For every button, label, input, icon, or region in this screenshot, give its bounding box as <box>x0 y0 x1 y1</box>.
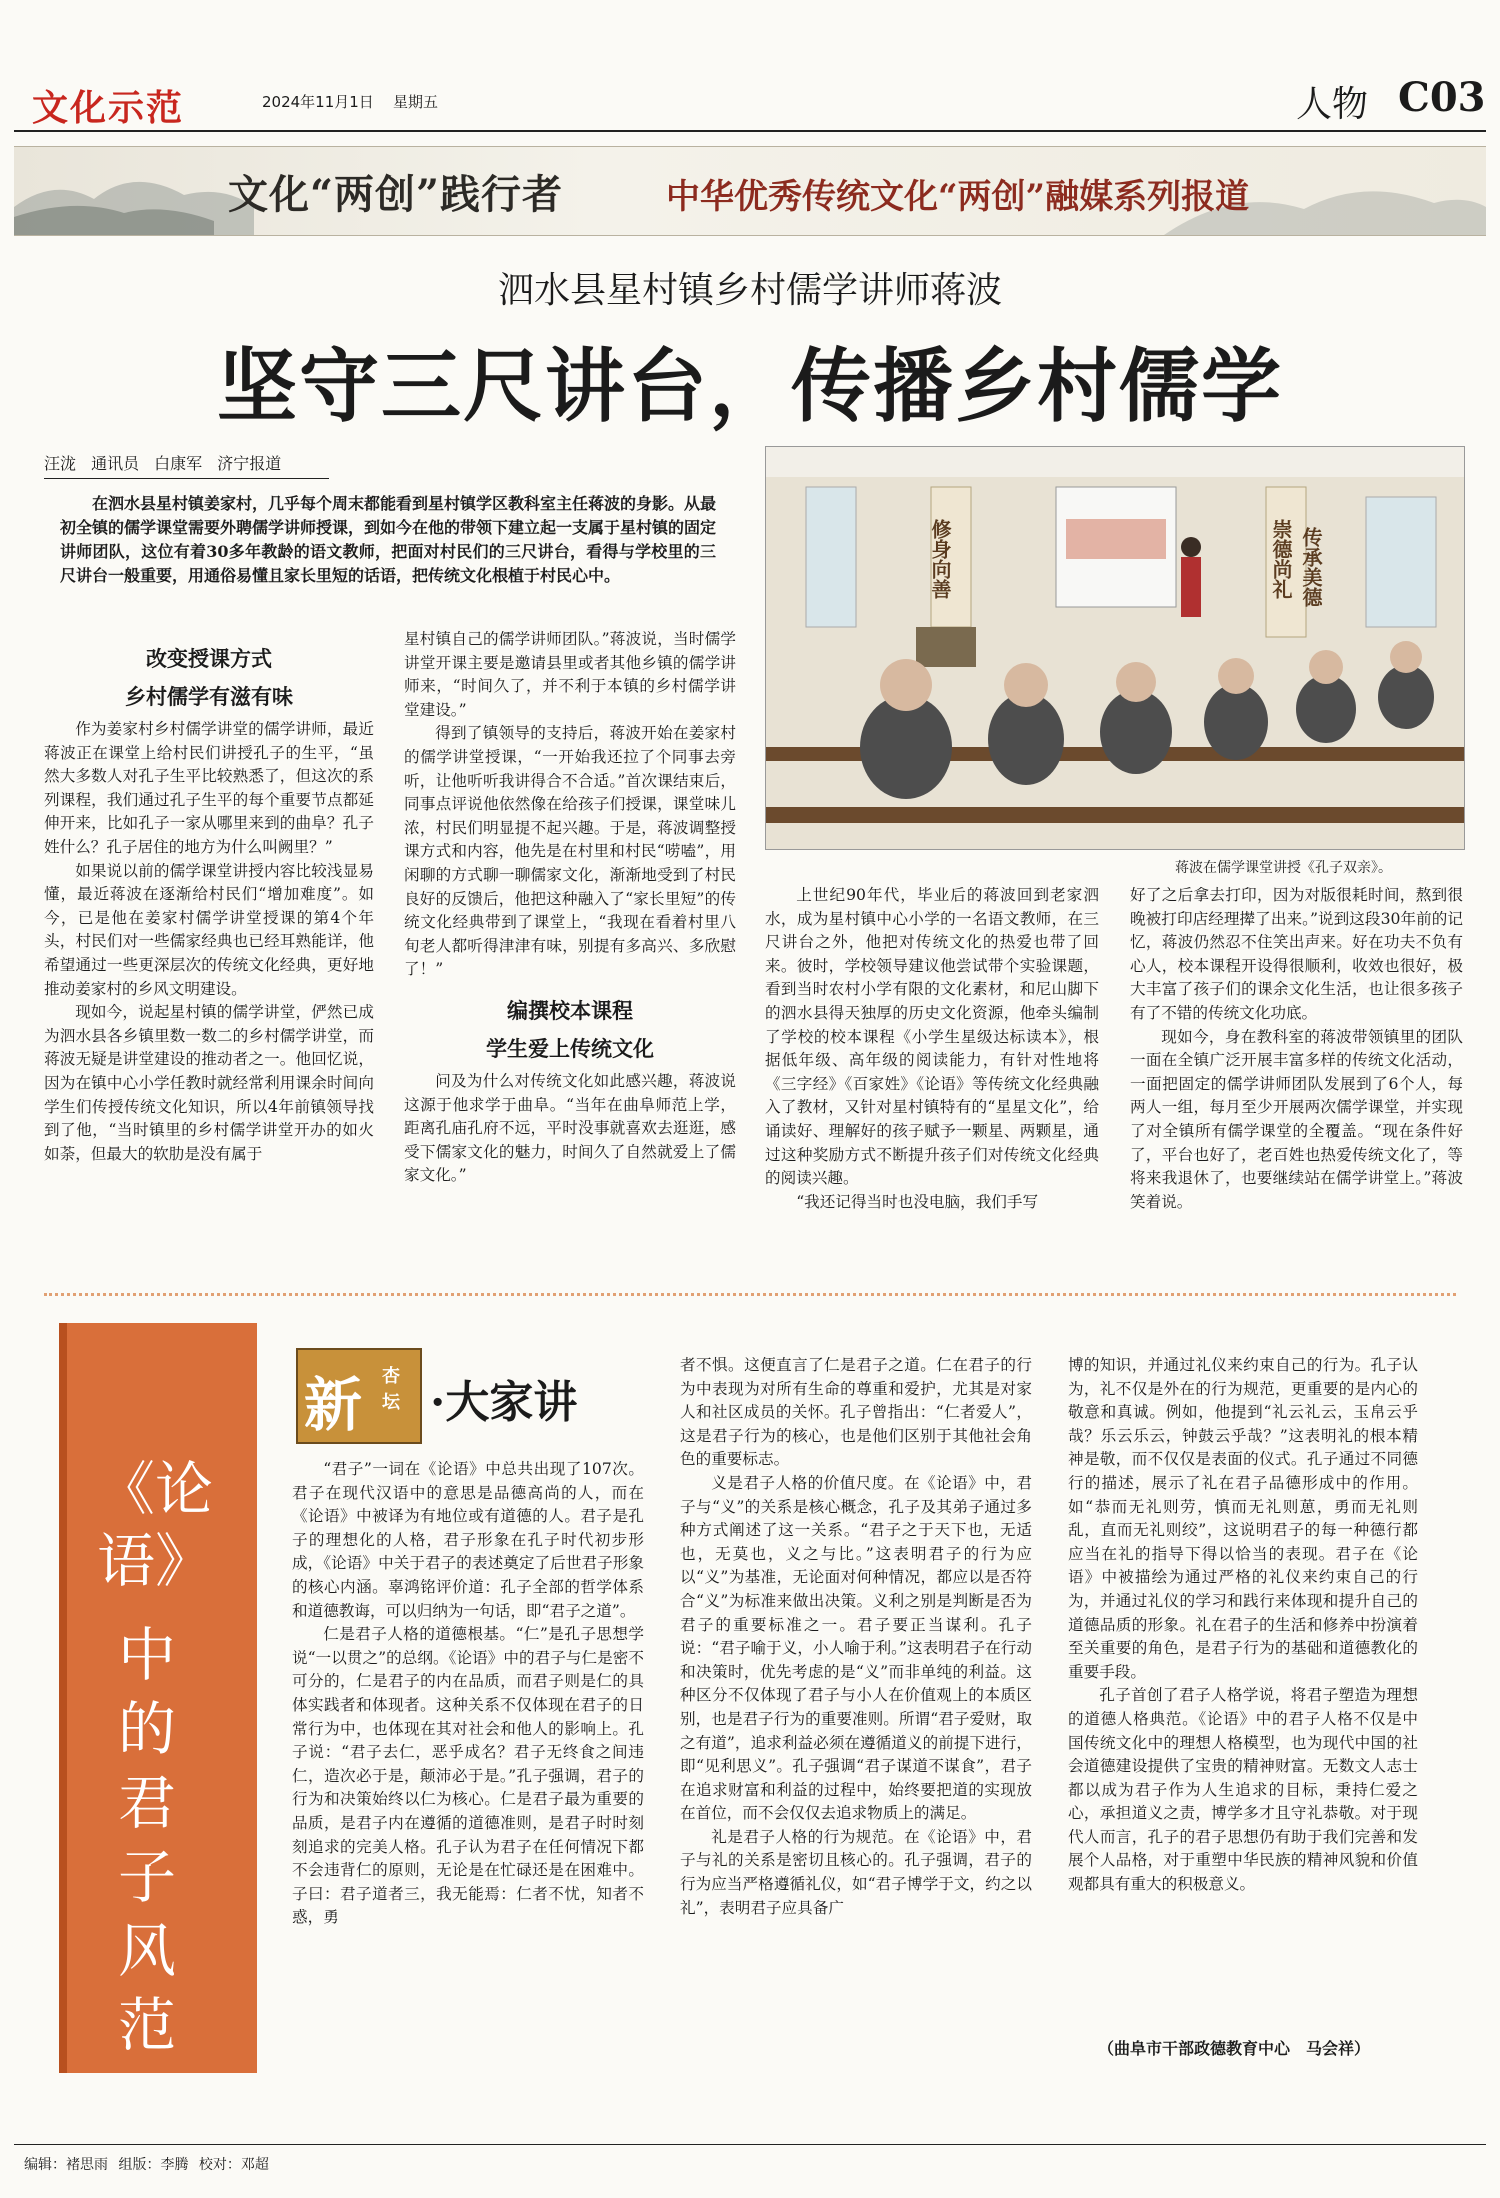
article-column-4 <box>1130 884 1463 1268</box>
banner-slogan: 文化“两创”践行者 <box>228 171 564 218</box>
essay-title-part-1: 《论语》 <box>97 1455 214 1595</box>
photo-banner-left: 修身向善 <box>928 519 952 599</box>
subhead-2-line-1: 编撰校本课程 <box>507 997 633 1023</box>
page-number: C03 <box>1398 74 1486 121</box>
photo-caption: 蒋波在儒学课堂讲授《孔子双亲》。 <box>1175 860 1392 876</box>
article-paragraph: 上世纪90年代，毕业后的蒋波回到老家泗水，成为星村镇中心小学的一名语文教师，在三尺讲台之外，他把对传统文化的热爱也带了回来。彼时，学校领导建议他尝试带个实验课题，看到当时农村小学有限的文化素材，和尼山脚下的泗水县得天独厚的历史文化资源，他牵头编制了学校的校本课程《小学生星级达标读本》，根据低年级、高年级的阅读能力，有针对性地将《三字经》《百家姓》《论语》等传统文化经典融入了教材，又针对星村镇特有的“星星文化”，给诵读好、理解好的孩子赋予一颗星、两颗星，通过这种奖励方式不断提升孩子们对传统文化经典的阅读兴趣。 <box>765 886 1099 1188</box>
photo-banner-right: 崇德尚礼 <box>1269 519 1293 599</box>
issue-date: 2024年11月1日 <box>262 93 374 111</box>
article-column-2 <box>404 628 736 1268</box>
article-column-1 <box>44 636 374 1264</box>
column-logo-subtitle: 杏坛 <box>382 1366 400 1413</box>
article-headline: 坚守三尺讲台，传播乡村儒学 <box>217 339 1283 433</box>
column-logo <box>296 1348 636 1440</box>
essay-paragraph: 礼是君子人格的行为规范。在《论语》中，君子与礼的关系是密切且核心的。孔子强调，君子的行为应当严格遵循礼仪，如“君子博学于文，约之以礼”，表明君子应具备广 <box>680 1827 1032 1917</box>
article-byline: 汪泷 通讯员 白康军 济宁报道 <box>44 454 282 473</box>
subhead-2-line-2: 学生爱上传统文化 <box>486 1035 654 1061</box>
column-logo-badge <box>296 1348 422 1444</box>
article-column-3 <box>765 884 1099 1268</box>
series-banner <box>14 146 1486 236</box>
issue-weekday: 星期五 <box>393 93 439 111</box>
header-rule <box>14 130 1486 132</box>
essay-column-1 <box>292 1458 644 2108</box>
subhead-1-line-1: 改变授课方式 <box>146 646 272 671</box>
section-divider <box>44 1293 1456 1296</box>
article-paragraph: 现如今，说起星村镇的儒学讲堂，俨然已成为泗水县各乡镇里数一数二的乡村儒学讲堂，而蒋波无疑是讲堂建设的推动者之一。他回忆说，因为在镇中心小学任教时就经常利用课余时间向学生们传授传统文化知识，所以4年前镇领导找到了他，“当时镇里的乡村儒学讲堂开办的如火如荼，但最大的软肋是没有属于 <box>44 1003 374 1163</box>
lecture-photo-illustration <box>766 447 1464 849</box>
article-paragraph: 如果说以前的儒学课堂讲授内容比较浅显易懂，最近蒋波在逐渐给村民们“增加难度”。如今，已是他在姜家村儒学讲堂授课的第4个年头，村民们对一些儒家经典也已经耳熟能详，他希望通过一些更深层次的传统文化经典，更好地推动姜家村的乡风文明建设。 <box>44 861 374 998</box>
article-kicker: 泗水县星村镇乡村儒学讲师蒋波 <box>497 270 1002 311</box>
essay-paragraph: 孔子首创了君子人格学说，将君子塑造为理想的道德人格典范。《论语》中的君子人格不仅是中国传统文化中的理想人格模型，也为现代中国的社会道德建设提供了宝贵的精神财富。无数文人志士都以成为君子作为人生追求的目标，秉持仁爱之心，承担道义之责，博学多才且守礼恭敬。对于现代人而言，孔子的君子思想仍有助于我们完善和发展个人品格，对于重塑中华民族的精神风貌和价值观都具有重大的积极意义。 <box>1068 1686 1418 1894</box>
article-paragraph: 星村镇自己的儒学讲师团队。”蒋波说，当时儒学讲堂开课主要是邀请县里或者其他乡镇的儒学讲师来，“时间久了，并不利于本镇的乡村儒学讲堂建设。” <box>404 630 736 719</box>
footer-credits: 编辑：褚思雨 组版：李腾 校对：邓超 <box>24 2157 269 2173</box>
subhead-1-line-2: 乡村儒学有滋有味 <box>125 684 293 709</box>
footer-rule <box>14 2144 1486 2145</box>
article-paragraph: “我还记得当时也没电脑，我们手写 <box>796 1192 1039 1211</box>
essay-paragraph: 仁是君子人格的道德根基。“仁”是孔子思想学说“一以贯之”的总纲。《论语》中的君子与仁是密不可分的，仁是君子的内在品质，而君子则是仁的具体实践者和体现者。这种关系不仅体现在君子的日常行为中，也体现在其对社会和他人的影响上。孔子说：“君子去仁，恶乎成名？君子无终食之间违仁，造次必于是，颠沛必于是。”孔子强调，君子的行为和决策始终以仁为核心。仁是君子最为重要的品质，是君子内在遵循的道德准则，是君子时时刻刻追求的完美人格。孔子认为君子在任何情况下都不会违背仁的原则，无论是在忙碌还是在困难中。子曰：君子道者三，我无能焉：仁者不忧，知者不惑，勇 <box>292 1625 644 1927</box>
lead-paragraph: 在泗水县星村镇姜家村，几乎每个周末都能看到星村镇学区教科室主任蒋波的身影。从最初全镇的儒学课堂需要外聘儒学讲师授课，到如今在他的带领下建立起一支属于星村镇的固定讲师团队，这位有着30多年教龄的语文教师，把面对村民们的三尺讲台，看得与学校里的三尺讲台一般重要，用通俗易懂且家长里短的话语，把传统文化根植于村民心中。 <box>60 494 717 585</box>
lecture-photo <box>765 446 1465 850</box>
section-name: 人物 <box>1296 84 1369 125</box>
essay-paragraph: 义是君子人格的价值尺度。在《论语》中，君子与“义”的关系是核心概念，孔子及其弟子通过多种方式阐述了这一关系。“君子之于天下也，无适也，无莫也，义之与比。”这表明君子的行为应以“义”为基准，无论面对何种情况，都应以是否符合“义”为标准来做出决策。义利之别是判断是否为君子的重要标准之一。君子要正当谋利。孔子说：“君子喻于义，小人喻于利。”这表明君子在行动和决策时，优先考虑的是“义”而非单纯的利益。这种区分不仅体现了君子与小人在价值观上的本质区别，也是君子行为的重要准则。所谓“君子爱财，取之有道”，追求利益必须在遵循道义的前提下进行，即“见利思义”。孔子强调“君子谋道不谋食”，君子在追求财富和利益的过程中，始终要把道的实现放在首位，而不会仅仅去追求物质上的满足。 <box>680 1473 1032 1823</box>
article-paragraph: 得到了镇领导的支持后，蒋波开始在姜家村的儒学讲堂授课，“一开始我还拉了个同事去旁听，让他听听我讲得合不合适。”首次课结束后，同事点评说他依然像在给孩子们授课，课堂味儿浓，村民们明显提不起兴趣。于是，蒋波调整授课方式和内容，他先是在村里和村民“唠嗑”，用闲聊的方式聊一聊儒家文化，渐渐地受到了村民良好的反馈后，他把这种融入了“家长里短”的传统文化经典带到了课堂上，“我现在看着村里八旬老人都听得津津有味，别提有多高兴、多欣慰了！” <box>404 724 736 979</box>
essay-paragraph: 者不惧。这便直言了仁是君子之道。仁在君子的行为中表现为对所有生命的尊重和爱护，尤其是对家人和社区成员的关怀。孔子曾指出：“仁者爱人”，这是君子行为的核心，也是他们区别于其他社会角色的重要标志。 <box>680 1356 1032 1469</box>
essay-paragraph: 博的知识，并通过礼仪来约束自己的行为。孔子认为，礼不仅是外在的行为规范，更重要的是内心的敬意和真诚。例如，他提到“礼云礼云，玉帛云乎哉？乐云乐云，钟鼓云乎哉？”这表明礼的根本精神是敬，而不仅仅是表面的仪式。孔子通过不同德行的描述，展示了礼在君子品德形成中的作用。如“恭而无礼则劳，慎而无礼则葸，勇而无礼则乱，直而无礼则绞”，这说明君子的每一种德行都应当在礼的指导下得以恰当的表现。君子在《论语》中被描绘为通过严格的礼仪来约束自己的行为，并通过礼仪的学习和践行来体现和提升自己的道德品质的形象。礼在君子的生活和修养中扮演着至关重要的角色，是君子行为的基础和道德教化的重要手段。 <box>1068 1356 1418 1681</box>
masthead-logo: 文化示范 <box>32 88 185 129</box>
essay-author: （曲阜市干部政德教育中心 马会祥） <box>1098 2039 1371 2058</box>
photo-banner-right-2: 传承美德 <box>1299 527 1323 607</box>
column-logo-character: 新 <box>304 1371 363 1439</box>
byline-rule <box>44 478 329 479</box>
article-paragraph: 作为姜家村乡村儒学讲堂的儒学讲师，最近蒋波正在课堂上给村民们讲授孔子的生平，“虽然大多数人对孔子生平比较熟悉了，但这次的系列课程，我们通过孔子生平的每个重要节点都延伸开来，比如孔子一家从哪里来到的曲阜？孔子姓什么？孔子居住的地方为什么叫阙里？” <box>44 720 374 856</box>
article-paragraph: 好了之后拿去打印，因为对版很耗时间，熬到很晚被打印店经理撵了出来。”说到这段30年前的记忆，蒋波仍然忍不住笑出声来。好在功夫不负有心人，校本课程开设得很顺利，收效也很好，极大丰富了孩子们的课余文化生活，也让很多孩子有了不错的传统文化功底。 <box>1130 886 1463 1022</box>
article-paragraph: 现如今，身在教科室的蒋波带领镇里的团队一面在全镇广泛开展丰富多样的传统文化活动，一面把固定的儒学讲师团队发展到了6个人，每两人一组，每月至少开展两次儒学课堂，并实现了对全镇所有儒学课堂的全覆盖。“现在条件好了，平台也好了，老百姓也热爱传统文化了，等将来我退休了，也要继续站在儒学讲堂上。”蒋波笑着说。 <box>1130 1027 1463 1211</box>
banner-series-title: 中华优秀传统文化“两创”融媒系列报道 <box>666 177 1250 217</box>
essay-title-part-2: 中的君子风范 <box>117 1621 176 2059</box>
article-lead <box>60 492 716 588</box>
article-paragraph: 问及为什么对传统文化如此感兴趣，蒋波说这源于他求学于曲阜。“当年在曲阜师范上学，距离孔庙孔府不远，平时没事就喜欢去逛逛，感受下儒家文化的魅力，时间久了自然就爱上了儒家文化。” <box>404 1071 736 1185</box>
column-name: ·大家讲 <box>430 1377 578 1428</box>
essay-column-2 <box>680 1354 1032 2108</box>
essay-column-3 <box>1068 1354 1418 2030</box>
essay-paragraph: “君子”一词在《论语》中总共出现了107次。君子在现代汉语中的意思是品德高尚的人，而在《论语》中被译为有地位或有道德的人。君子是孔子的理想化的人格，君子形象在孔子时代初步形成，《论语》中关于君子的表述奠定了后世君子形象的核心内涵。辜鸿铭评价道：孔子全部的哲学体系和道德教诲，可以归纳为一句话，即“君子之道”。 <box>292 1460 644 1620</box>
